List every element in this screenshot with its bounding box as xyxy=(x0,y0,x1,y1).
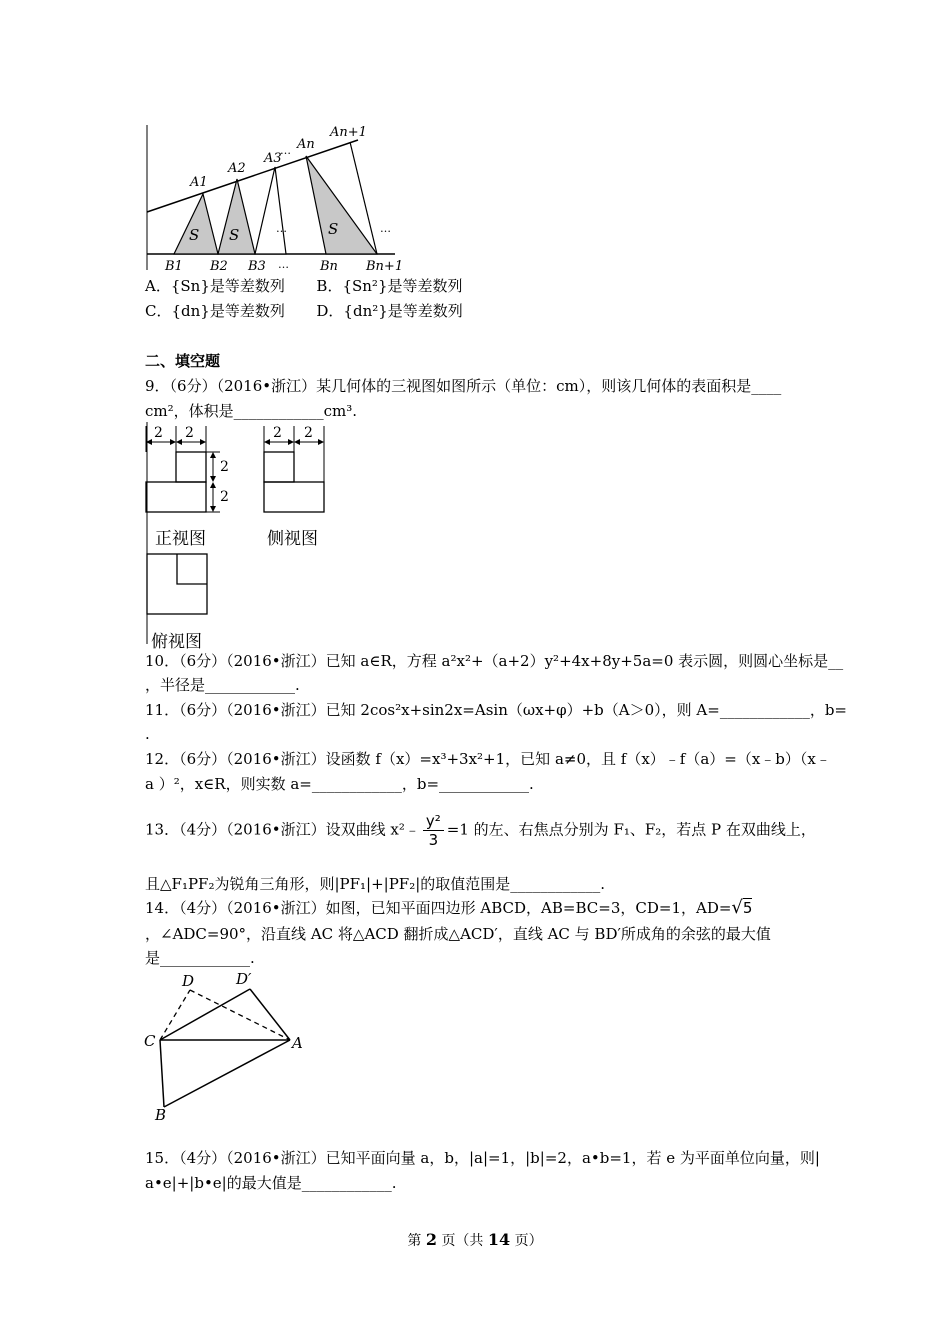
sqrt-sign: √ xyxy=(731,897,743,918)
label-b3: B3 xyxy=(248,259,266,274)
q14-line2: ，∠ADC=90°，沿直线 AC 将△ACD 翻折成△ACD′，直线 AC 与 BD′所成角的余弦的最大值 xyxy=(145,925,771,943)
label-dprime: D′ xyxy=(236,970,252,988)
label-an1: An+1 xyxy=(330,125,367,140)
dim-front-3: 2 xyxy=(220,459,229,475)
option-b: B．{Sn²}是等差数列 xyxy=(316,277,463,295)
dim-side-2: 2 xyxy=(304,425,313,441)
triangle-3 xyxy=(255,167,286,254)
footer-total-pages: 14 xyxy=(487,1230,511,1249)
label-b1: B1 xyxy=(165,259,183,274)
label-s1: S xyxy=(189,226,200,244)
q12-line1: 12．（6分）（2016•浙江）设函数 f（x）=x³+3x²+1，已知 a≠0，且 f（x）﹣f（a）=（x﹣b）（x﹣ xyxy=(145,750,831,768)
section-title: 二、填空题 xyxy=(145,352,221,370)
q15-line2: a•e|+|b•e|的最大值是____________. xyxy=(145,1174,397,1192)
label-dots-mid2: … xyxy=(380,222,391,235)
side-view-label: 侧视图 xyxy=(267,529,318,549)
footer-mid: 页（共 xyxy=(441,1233,484,1249)
q13-part1: 13．（4分）（2016•浙江）设双曲线 x²﹣ xyxy=(145,820,420,839)
label-a: A xyxy=(292,1034,303,1052)
label-bn1: Bn+1 xyxy=(366,259,404,274)
dim-front-1: 2 xyxy=(154,425,163,441)
triangle-n xyxy=(306,156,377,254)
option-d: D．{dn²}是等差数列 xyxy=(316,302,463,320)
sequence-triangles-figure xyxy=(140,120,404,280)
label-b2: B2 xyxy=(210,259,228,274)
front-view-bottom xyxy=(146,482,206,512)
q10-line2: ，半径是____________. xyxy=(145,676,300,694)
label-a3: A3 xyxy=(264,151,282,166)
q14-line1 xyxy=(145,898,752,918)
front-view-label: 正视图 xyxy=(155,529,206,549)
label-a1: A1 xyxy=(190,175,208,190)
footer-page-number: 2 xyxy=(425,1230,437,1249)
triangle-1 xyxy=(174,194,218,254)
edge-ba xyxy=(164,1040,290,1107)
top-view-inner xyxy=(177,554,207,584)
q11-line2: . xyxy=(145,725,150,743)
q13-fraction xyxy=(423,812,444,849)
edge-dprime-a xyxy=(250,989,290,1040)
side-view-bottom xyxy=(264,482,324,512)
label-dots-bottom: … xyxy=(278,258,289,271)
label-b: B xyxy=(155,1106,167,1124)
front-view-top xyxy=(176,452,206,482)
q13-line2: 且△F₁PF₂为锐角三角形，则|PF₁|+|PF₂|的取值范围是____________. xyxy=(145,875,606,893)
q9-line1: 9．（6分）（2016•浙江）某几何体的三视图如图所示（单位：cm），则该几何体的表面积是____ xyxy=(145,377,782,395)
q13-frac-den: 3 xyxy=(428,831,439,849)
quadrilateral-fold-figure xyxy=(140,970,320,1124)
q12-line2: a ）²，x∈R，则实数 a=____________，b=____________. xyxy=(145,775,534,793)
side-view-top xyxy=(264,452,294,482)
q13-line1 xyxy=(145,812,816,849)
q10-line1: 10．（6分）（2016•浙江）已知 a∈R，方程 a²x²+（a+2）y²+4x+8y+5a=0 表示圆，则圆心坐标是__ xyxy=(145,652,844,670)
option-a: A．{Sn}是等差数列 xyxy=(145,277,285,295)
dim-front-2: 2 xyxy=(185,425,194,441)
label-a2: A2 xyxy=(228,161,246,176)
label-an: An xyxy=(297,137,315,152)
q13-frac-num: y² xyxy=(423,812,444,831)
footer-pre: 第 xyxy=(407,1233,422,1249)
q8-options-row1 xyxy=(145,276,462,296)
dim-front-4: 2 xyxy=(220,489,229,505)
q14-line3: 是____________. xyxy=(145,949,255,967)
edge-cb xyxy=(160,1040,164,1107)
q9-line2: cm²，体积是____________cm³. xyxy=(145,402,358,420)
q15-line1: 15．（4分）（2016•浙江）已知平面向量 a，b，|a|=1，|b|=2，a•b=1，若 e 为平面单位向量，则| xyxy=(145,1149,820,1167)
label-c: C xyxy=(144,1032,156,1050)
page-footer xyxy=(0,1230,950,1250)
dim-side-1: 2 xyxy=(273,425,282,441)
label-sn: S xyxy=(328,220,339,238)
sqrt-value: 5 xyxy=(742,899,753,917)
label-dots-mid1: … xyxy=(276,222,287,235)
label-bn: Bn xyxy=(320,259,338,274)
footer-post: 页） xyxy=(514,1233,543,1249)
q11-line1: 11．（6分）（2016•浙江）已知 2cos²x+sin2x=Asin（ωx+φ）+b（A＞0），则 A=____________，b= xyxy=(145,701,847,719)
edge-cdprime xyxy=(160,989,250,1040)
label-d: D xyxy=(182,972,195,990)
q13-part2: =1 的左、右焦点分别为 F₁、F₂，若点 P 在双曲线上， xyxy=(446,820,816,839)
q14-text: 14．（4分）（2016•浙江）如图，已知平面四边形 ABCD，AB=BC=3，CD=1，AD= xyxy=(145,899,732,917)
q8-options-row2 xyxy=(145,301,463,321)
edge-cd-dashed xyxy=(160,990,190,1040)
label-s2: S xyxy=(229,226,240,244)
label-dots-top: … xyxy=(280,144,291,157)
option-c: C．{dn}是等差数列 xyxy=(145,302,285,320)
top-view-label: 俯视图 xyxy=(151,632,202,652)
